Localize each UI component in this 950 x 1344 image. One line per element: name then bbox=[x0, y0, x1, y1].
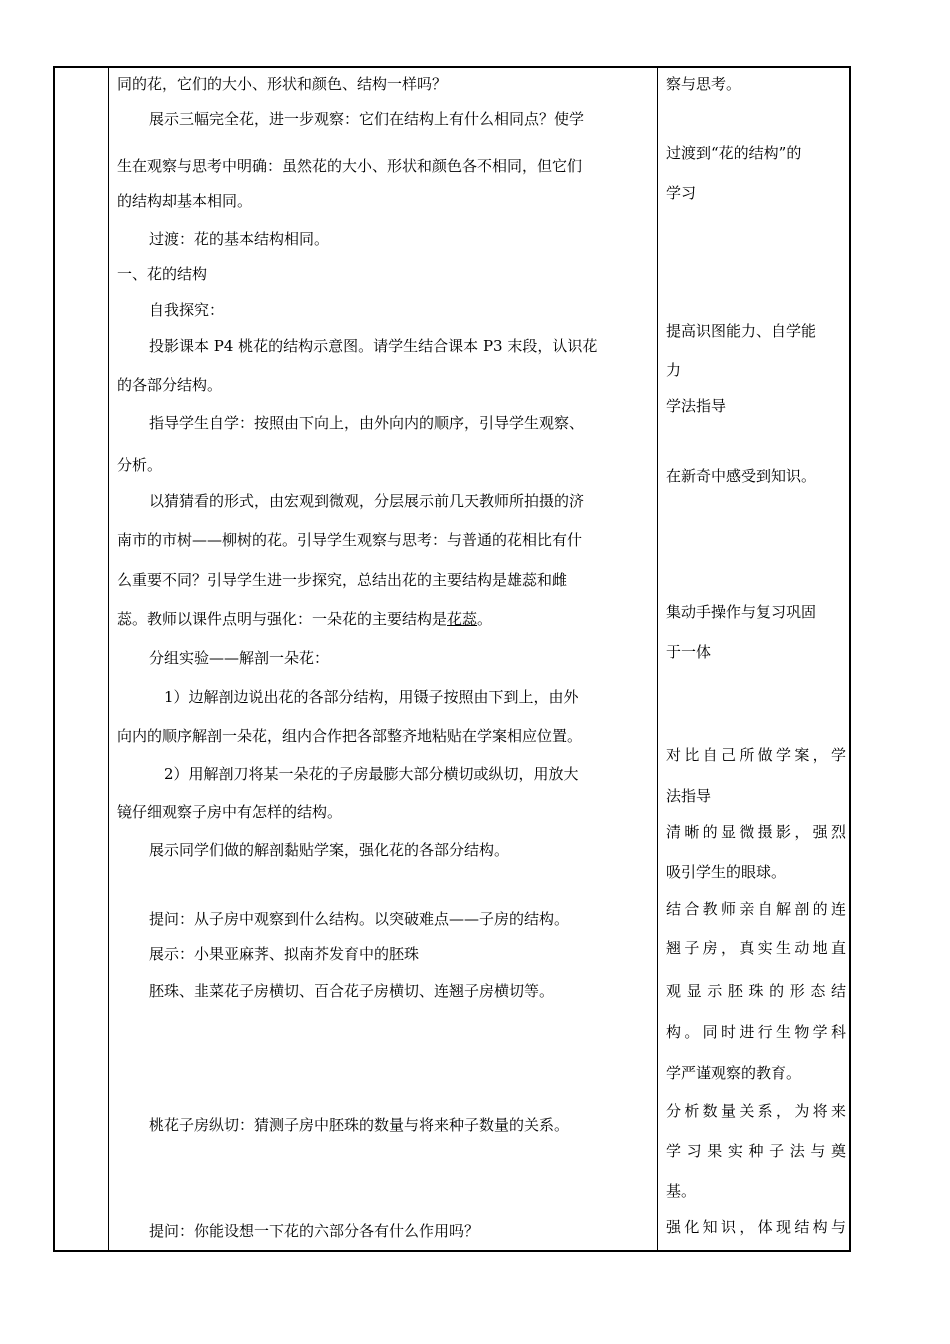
text-line: 生在观察与思考中明确：虽然花的大小、形状和颜色各不相同，但它们 bbox=[117, 157, 583, 175]
text-line: 分组实验——解剖一朵花： bbox=[149, 649, 330, 667]
note-line: 学严谨观察的教育。 bbox=[666, 1064, 802, 1082]
text-line: 投影课本 P4 桃花的结构示意图。请学生结合课本 P3 末段，认识花 bbox=[149, 337, 598, 355]
text-line: 1）边解剖边说出花的各部分结构，用镊子按照由下到上，由外 bbox=[164, 688, 579, 706]
note-line: 集动手操作与复习巩固 bbox=[666, 603, 817, 621]
text-line: 的各部分结构。 bbox=[117, 376, 223, 394]
note-line: 在新奇中感受到知识。 bbox=[666, 467, 817, 485]
note-line: 对比自己所做学案，学 bbox=[666, 746, 846, 764]
note-line: 结合教师亲自解剖的连 bbox=[666, 900, 846, 918]
note-line: 于一体 bbox=[666, 643, 712, 661]
note-line: 清晰的显微摄影，强烈 bbox=[666, 823, 846, 841]
text-line: 提问：从子房中观察到什么结构。以突破难点——子房的结构。 bbox=[149, 910, 570, 928]
note-line: 学习 bbox=[666, 184, 697, 202]
note-line: 吸引学生的眼球。 bbox=[666, 863, 787, 881]
text-line: 自我探究： bbox=[149, 301, 225, 319]
text-line: 展示三幅完全花，进一步观察：它们在结构上有什么相同点？使学 bbox=[149, 110, 585, 128]
section-heading: 一、花的结构 bbox=[117, 265, 208, 283]
text-line: 2）用解剖刀将某一朵花的子房最膨大部分横切或纵切，用放大 bbox=[164, 765, 579, 783]
text-line: 过渡：花的基本结构相同。 bbox=[149, 230, 330, 248]
note-line: 学习果实种子法与奠 bbox=[666, 1142, 846, 1160]
text-line: 以猜猜看的形式，由宏观到微观，分层展示前几天教师所拍摄的济 bbox=[149, 492, 585, 510]
note-line: 构。同时进行生物学科 bbox=[666, 1023, 846, 1041]
column-divider-right bbox=[657, 68, 658, 1250]
text-line: 南市的市树——柳树的花。引导学生观察与思考：与普通的花相比有什 bbox=[117, 531, 583, 549]
note-line: 过渡到“花的结构”的 bbox=[666, 144, 802, 162]
note-line: 学法指导 bbox=[666, 397, 727, 415]
text-line: 桃花子房纵切：猜测子房中胚珠的数量与将来种子数量的关系。 bbox=[149, 1116, 570, 1134]
lesson-table bbox=[53, 66, 851, 1252]
text-line: 展示：小果亚麻荠、拟南芥发育中的胚珠 bbox=[149, 945, 420, 963]
text-line: 指导学生自学：按照由下向上，由外向内的顺序，引导学生观察、 bbox=[149, 414, 585, 432]
note-line: 基。 bbox=[666, 1182, 697, 1200]
text-line: 展示同学们做的解剖黏贴学案，强化花的各部分结构。 bbox=[149, 841, 510, 859]
note-line: 法指导 bbox=[666, 787, 712, 805]
note-line: 翘子房，真实生动地直 bbox=[666, 939, 846, 957]
text-line: 同的花，它们的大小、形状和颜色、结构一样吗？ bbox=[117, 75, 448, 93]
text-segment: 。 bbox=[477, 610, 493, 628]
text-line: 向内的顺序解剖一朵花，组内合作把各部整齐地粘贴在学案相应位置。 bbox=[117, 727, 583, 745]
text-line: 镜仔细观察子房中有怎样的结构。 bbox=[117, 803, 343, 821]
teaching-process-cell bbox=[117, 68, 649, 1250]
column-divider-left bbox=[108, 68, 109, 1250]
underlined-term: 花蕊 bbox=[447, 610, 478, 628]
text-line: 的结构却基本相同。 bbox=[117, 192, 253, 210]
note-line: 强化知识，体现结构与 bbox=[666, 1218, 846, 1236]
note-line: 力 bbox=[666, 361, 682, 379]
note-line: 提高识图能力、自学能 bbox=[666, 322, 817, 340]
text-line: 分析。 bbox=[117, 456, 163, 474]
design-intent-cell bbox=[666, 68, 846, 1250]
note-line: 察与思考。 bbox=[666, 75, 742, 93]
note-line: 分析数量关系，为将来 bbox=[666, 1102, 846, 1120]
text-line bbox=[117, 609, 492, 629]
text-segment: 蕊。教师以课件点明与强化：一朵花的主要结构是 bbox=[117, 610, 448, 628]
note-line: 观显示胚珠的形态结 bbox=[666, 982, 846, 1000]
text-line: 胚珠、韭菜花子房横切、百合花子房横切、连翘子房横切等。 bbox=[149, 982, 555, 1000]
text-line: 提问：你能设想一下花的六部分各有什么作用吗？ bbox=[149, 1222, 480, 1240]
text-line: 么重要不同？引导学生进一步探究，总结出花的主要结构是雄蕊和雌 bbox=[117, 571, 568, 589]
